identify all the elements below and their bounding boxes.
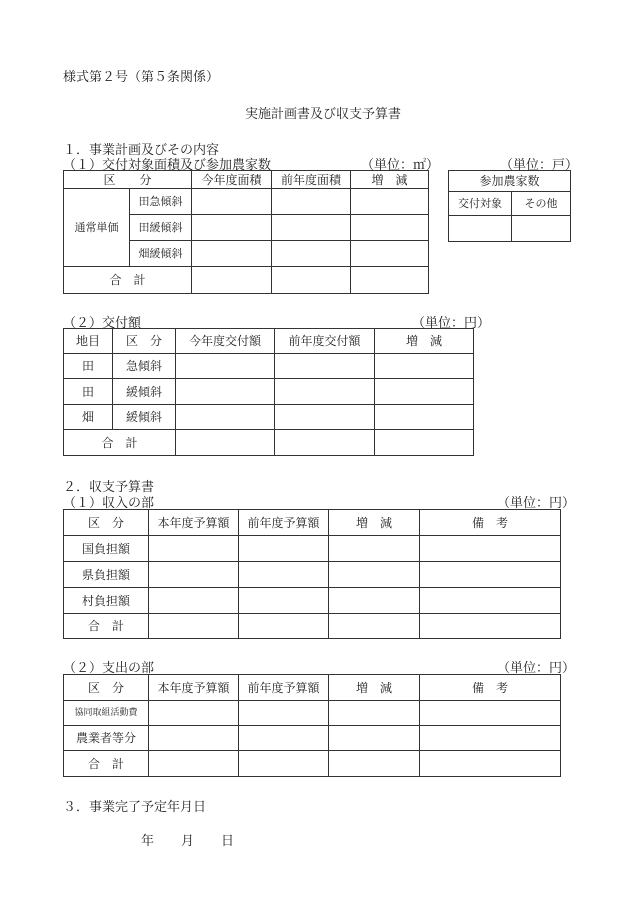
area-total-label: 合 計	[64, 267, 192, 294]
income-cell[interactable]	[149, 536, 239, 562]
date-day: 日	[221, 834, 235, 849]
income-cell[interactable]	[329, 614, 420, 639]
income-cell[interactable]	[329, 536, 420, 562]
area-cell[interactable]	[351, 241, 429, 267]
area-row-label: 田急傾斜	[130, 189, 192, 215]
income-cell[interactable]	[149, 562, 239, 588]
document-title: 実施計画書及び収支予算書	[245, 107, 402, 122]
income-col-current: 本年度予算額	[149, 510, 239, 536]
grant-table	[63, 328, 474, 456]
grant-row-type: 緩傾斜	[113, 379, 176, 405]
area-cell[interactable]	[351, 189, 429, 215]
area-cell[interactable]	[272, 215, 351, 241]
area-cell[interactable]	[192, 189, 272, 215]
expense-row-label: 協同取組活動費	[64, 701, 149, 726]
area-cell[interactable]	[192, 215, 272, 241]
income-unit: （単位：円）	[497, 496, 576, 511]
expense-table	[63, 674, 561, 777]
income-cell[interactable]	[329, 562, 420, 588]
expense-cell[interactable]	[329, 751, 420, 777]
section2-heading: ２．収支予算書	[63, 480, 155, 495]
area-col-category: 区 分	[64, 171, 192, 189]
expense-cell[interactable]	[149, 726, 239, 751]
section3-heading: ３．事業完了予定年月日	[63, 800, 207, 815]
expense-cell[interactable]	[420, 701, 561, 726]
grant-col-previous: 前年度交付額	[275, 329, 375, 354]
expense-col-change: 増 減	[329, 675, 420, 701]
grant-row-land: 田	[64, 354, 113, 379]
households-cell[interactable]	[512, 216, 571, 242]
grant-cell[interactable]	[176, 379, 275, 405]
households-col-other: その他	[512, 192, 571, 216]
income-col-change: 増 減	[329, 510, 420, 536]
income-cell[interactable]	[420, 562, 561, 588]
grant-cell[interactable]	[375, 379, 474, 405]
households-header: 参加農家数	[449, 171, 571, 192]
area-cell[interactable]	[272, 267, 351, 294]
grant-row-land: 田	[64, 379, 113, 405]
expense-heading: （２）支出の部	[63, 661, 155, 676]
grant-cell[interactable]	[275, 405, 375, 430]
expense-cell[interactable]	[420, 751, 561, 777]
income-cell[interactable]	[149, 614, 239, 639]
area-row-label: 畑緩傾斜	[130, 241, 192, 267]
income-row-label: 村負担額	[64, 588, 149, 614]
expense-cell[interactable]	[420, 726, 561, 751]
income-cell[interactable]	[149, 588, 239, 614]
expense-col-current: 本年度予算額	[149, 675, 239, 701]
expense-cell[interactable]	[329, 726, 420, 751]
grant-cell[interactable]	[176, 354, 275, 379]
expense-col-previous: 前年度予算額	[239, 675, 329, 701]
sub1-unit-area: （単位：㎡）	[361, 158, 440, 173]
income-cell[interactable]	[420, 536, 561, 562]
expense-cell[interactable]	[149, 701, 239, 726]
income-heading: （１）収入の部	[63, 496, 155, 511]
grant-col-change: 増 減	[375, 329, 474, 354]
area-cell[interactable]	[351, 215, 429, 241]
expense-cell[interactable]	[239, 726, 329, 751]
expense-row-label: 農業者等分	[64, 726, 149, 751]
expense-cell[interactable]	[239, 701, 329, 726]
date-month: 月	[181, 834, 195, 849]
income-col-previous: 前年度予算額	[239, 510, 329, 536]
grant-cell[interactable]	[275, 430, 375, 456]
area-row-label: 田緩傾斜	[130, 215, 192, 241]
area-cell[interactable]	[351, 267, 429, 294]
grant-cell[interactable]	[275, 379, 375, 405]
expense-cell[interactable]	[239, 751, 329, 777]
area-cell[interactable]	[192, 267, 272, 294]
income-row-label: 県負担額	[64, 562, 149, 588]
area-col-current: 今年度面積	[192, 171, 272, 189]
income-cell[interactable]	[420, 588, 561, 614]
expense-unit: （単位：円）	[497, 661, 576, 676]
grant-col-land: 地目	[64, 329, 113, 354]
area-cell[interactable]	[272, 189, 351, 215]
income-table	[63, 509, 561, 639]
grant-row-land: 畑	[64, 405, 113, 430]
grant-cell[interactable]	[375, 405, 474, 430]
income-cell[interactable]	[239, 536, 329, 562]
grant-row-type: 緩傾斜	[113, 405, 176, 430]
income-col-category: 区 分	[64, 510, 149, 536]
income-row-label: 国負担額	[64, 536, 149, 562]
income-cell[interactable]	[329, 588, 420, 614]
sub2-unit: （単位：円）	[412, 316, 491, 331]
expense-cell[interactable]	[149, 751, 239, 777]
section1-heading: １．事業計画及びその内容	[63, 143, 220, 158]
grant-cell[interactable]	[275, 354, 375, 379]
grant-cell[interactable]	[375, 430, 474, 456]
area-cell[interactable]	[272, 241, 351, 267]
expense-col-remarks: 備 考	[420, 675, 561, 701]
grant-col-current: 今年度交付額	[176, 329, 275, 354]
sub1-unit-households: （単位：戸）	[500, 158, 579, 173]
sub1-heading: （１）交付対象面積及び参加農家数	[63, 158, 272, 173]
area-table	[63, 170, 429, 294]
expense-total-label: 合 計	[64, 751, 149, 777]
grant-col-type: 区 分	[113, 329, 176, 354]
households-col-target: 交付対象	[449, 192, 512, 216]
form-number: 様式第２号（第５条関係）	[63, 70, 220, 85]
households-table	[448, 170, 571, 242]
households-cell[interactable]	[449, 216, 512, 242]
grant-cell[interactable]	[176, 405, 275, 430]
area-col-change: 増 減	[351, 171, 429, 189]
income-total-label: 合 計	[64, 614, 149, 639]
income-cell[interactable]	[239, 562, 329, 588]
area-col-previous: 前年度面積	[272, 171, 351, 189]
income-col-remarks: 備 考	[420, 510, 561, 536]
date-year: 年	[141, 834, 155, 849]
area-group-label: 通常単価	[64, 189, 130, 267]
income-cell[interactable]	[420, 614, 561, 639]
expense-cell[interactable]	[329, 701, 420, 726]
grant-row-type: 急傾斜	[113, 354, 176, 379]
expense-col-category: 区 分	[64, 675, 149, 701]
income-cell[interactable]	[239, 588, 329, 614]
grant-total-label: 合 計	[64, 430, 176, 456]
grant-cell[interactable]	[176, 430, 275, 456]
area-cell[interactable]	[192, 241, 272, 267]
income-cell[interactable]	[239, 614, 329, 639]
sub2-heading: （２）交付額	[63, 316, 142, 331]
grant-cell[interactable]	[375, 354, 474, 379]
